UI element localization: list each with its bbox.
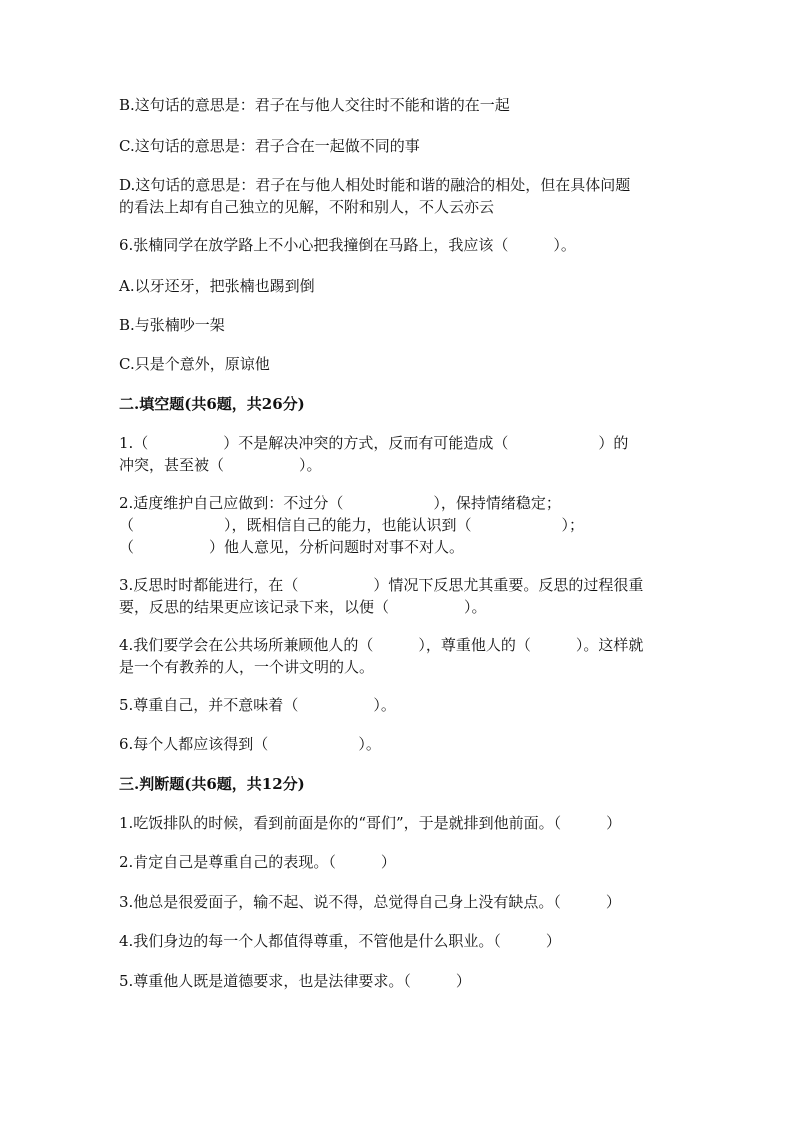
judge-question-1: 1.吃饭排队的时候，看到前面是你的“哥们”，于是就排到他前面。（ ） (119, 814, 622, 832)
fill-question-2-line2: （ ），既相信自己的能力，也能认识到（ ）； (119, 516, 585, 534)
judge-question-5: 5.尊重他人既是道德要求，也是法律要求。（ ） (119, 972, 471, 990)
question-6-option-c: C.只是个意外，原谅他 (119, 355, 270, 373)
question-6-option-b: B.与张楠吵一架 (119, 316, 225, 334)
fill-question-5: 5.尊重自己，并不意味着（ ）。 (119, 696, 396, 714)
option-d-text-line1: D.这句话的意思是：君子在与他人相处时能和谐的融洽的相处，但在具体问题 (119, 176, 631, 194)
fill-question-2-line3: （ ）他人意见，分析问题时对事不对人。 (119, 538, 465, 556)
section-title-fill-in: 二.填空题(共6题，共26分) (119, 395, 305, 413)
question-6-option-a: A.以牙还牙，把张楠也踢到倒 (119, 277, 315, 295)
option-b-text: B.这句话的意思是：君子在与他人交往时不能和谐的在一起 (119, 96, 510, 114)
judge-question-3: 3.他总是很爱面子，输不起、说不得，总觉得自己身上没有缺点。（ ） (119, 893, 621, 911)
fill-question-6: 6.每个人都应该得到（ ）。 (119, 735, 381, 753)
question-6: 6.张楠同学在放学路上不小心把我撞倒在马路上，我应该（ ）。 (119, 236, 576, 254)
option-c-text: C.这句话的意思是：君子合在一起做不同的事 (119, 137, 420, 155)
judge-question-4: 4.我们身边的每一个人都值得尊重，不管他是什么职业。（ ） (119, 932, 561, 950)
fill-question-1-line1: 1.（ ）不是解决冲突的方式，反而有可能造成（ ）的 (119, 434, 629, 452)
fill-question-3-line2: 要，反思的结果更应该记录下来，以便（ ）。 (119, 598, 487, 616)
judge-question-2: 2.肯定自己是尊重自己的表现。（ ） (119, 853, 396, 871)
fill-question-2-line1: 2.适度维护自己应做到：不过分（ ），保持情绪稳定； (119, 494, 561, 512)
fill-question-4-line1: 4.我们要学会在公共场所兼顾他人的（ ），尊重他人的（ ）。这样就 (119, 636, 644, 654)
fill-question-3-line1: 3.反思时时都能进行，在（ ）情况下反思尤其重要。反思的过程很重 (119, 576, 644, 594)
section-title-judgement: 三.判断题(共6题，共12分) (119, 775, 305, 793)
option-d-text-line2: 的看法上却有自己独立的见解，不附和别人，不人云亦云 (119, 198, 495, 216)
fill-question-1-line2: 冲突，甚至被（ ）。 (119, 456, 322, 474)
fill-question-4-line2: 是一个有教养的人，一个讲文明的人。 (119, 658, 375, 676)
